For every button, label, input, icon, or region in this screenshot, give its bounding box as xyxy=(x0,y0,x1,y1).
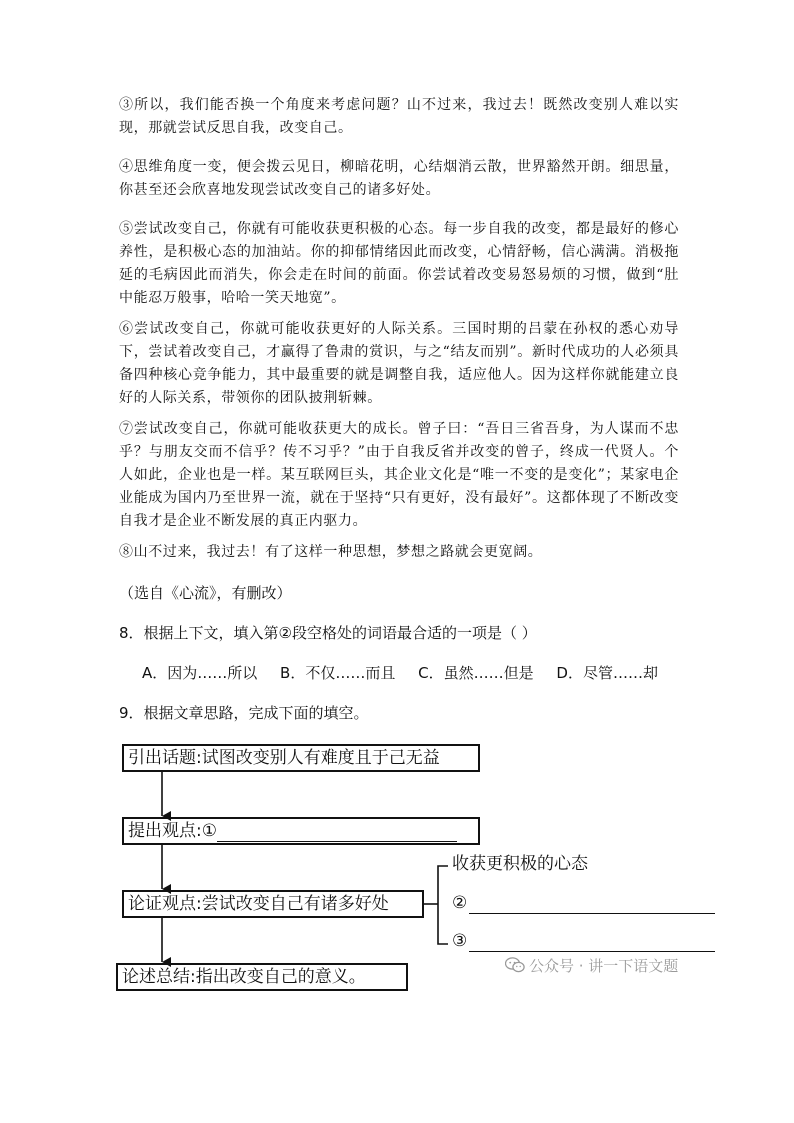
answer-blank-2[interactable] xyxy=(469,895,715,914)
wechat-icon xyxy=(505,957,525,973)
paragraph-3: ③所以，我们能否换一个角度来考虑问题？山不过来，我过去！既然改变别人难以实现，那就尝试反思自我，改变自己。 xyxy=(119,97,679,136)
option-c[interactable]: C．虽然……但是 xyxy=(418,664,534,682)
option-a[interactable]: A．因为……所以 xyxy=(142,664,258,682)
watermark xyxy=(505,955,678,976)
branch-1-text: 收获更积极的心态 xyxy=(452,854,588,874)
paragraph-8: ⑧山不过来，我过去！有了这样一种思想，梦想之路就会更宽阔。 xyxy=(119,544,543,560)
box-summary-text: 论述总结:指出改变自己的意义。 xyxy=(122,967,366,987)
option-d[interactable]: D．尽管……却 xyxy=(556,664,658,682)
source-note: （选自《心流》，有删改） xyxy=(119,584,292,602)
paragraph-6: ⑥尝试改变自己，你就可能收获更好的人际关系。三国时期的吕蒙在孙权的悉心劝导下，尝试着改变自己，才赢得了鲁肃的赏识，与之“结友而别”。新时代成功的人必须具备四种核心竞争能力，其中最重要的就是调整自我，适应他人。因为这样你就能建立良好的人际关系，带领你的团队披荆斩棘。 xyxy=(119,321,679,406)
diagram-box-summary xyxy=(116,963,408,991)
branch-2 xyxy=(452,892,715,914)
diagram-box-topic xyxy=(122,744,480,772)
box-argument-text: 论证观点:尝试改变自己有诸多好处 xyxy=(128,894,389,914)
branch-1 xyxy=(452,853,588,875)
bracket xyxy=(438,866,448,944)
answer-blank-1[interactable] xyxy=(217,823,457,842)
answer-blank-3[interactable] xyxy=(469,933,715,952)
box-viewpoint-text: 提出观点:① xyxy=(128,821,217,841)
diagram-box-argument xyxy=(122,890,424,918)
question-8-options xyxy=(142,662,676,684)
option-b[interactable]: B．不仅……而且 xyxy=(280,664,396,682)
question-9-stem: 9．根据文章思路，完成下面的填空。 xyxy=(119,704,369,722)
question-8-stem: 8．根据上下文，填入第②段空格处的词语最合适的一项是（ ） xyxy=(119,624,537,642)
diagram-box-viewpoint xyxy=(122,817,480,845)
branch-3-label: ③ xyxy=(452,931,468,951)
watermark-text: 公众号 · 讲一下语文题 xyxy=(529,957,679,975)
branch-3 xyxy=(452,930,715,952)
paragraph-7: ⑦尝试改变自己，你就可能收获更大的成长。曾子曰：“吾日三省吾身，为人谋而不忠乎？与朋友交而不信乎？传不习乎？”由于自我反省并改变的曾子，终成一代贤人。个人如此，企业也是一样。某互联网巨头，其企业文化是“唯一不变的是变化”；某家电企业能成为国内乃至世界一流，就在于坚持“只有更好，没有最好”。这都体现了不断改变自我才是企业不断发展的真正内驱力。 xyxy=(119,421,679,529)
paragraph-5: ⑤尝试改变自己，你就有可能收获更积极的心态。每一步自我的改变，都是最好的修心养性，是积极心态的加油站。你的抑郁情绪因此而改变，心情舒畅，信心满满。消极拖延的毛病因此而消失，你会走在时间的前面。你尝试着改变易怒易烦的习惯，做到“肚中能忍万般事，哈哈一笑天地宽”。 xyxy=(119,221,679,306)
branch-2-label: ② xyxy=(452,893,468,913)
paragraph-4: ④思维角度一变，便会拨云见日，柳暗花明，心结烟消云散，世界豁然开朗。细思量，你甚至还会欣喜地发现尝试改变自己的诸多好处。 xyxy=(119,159,679,198)
box-topic-text: 引出话题:试图改变别人有难度且于己无益 xyxy=(128,748,440,768)
